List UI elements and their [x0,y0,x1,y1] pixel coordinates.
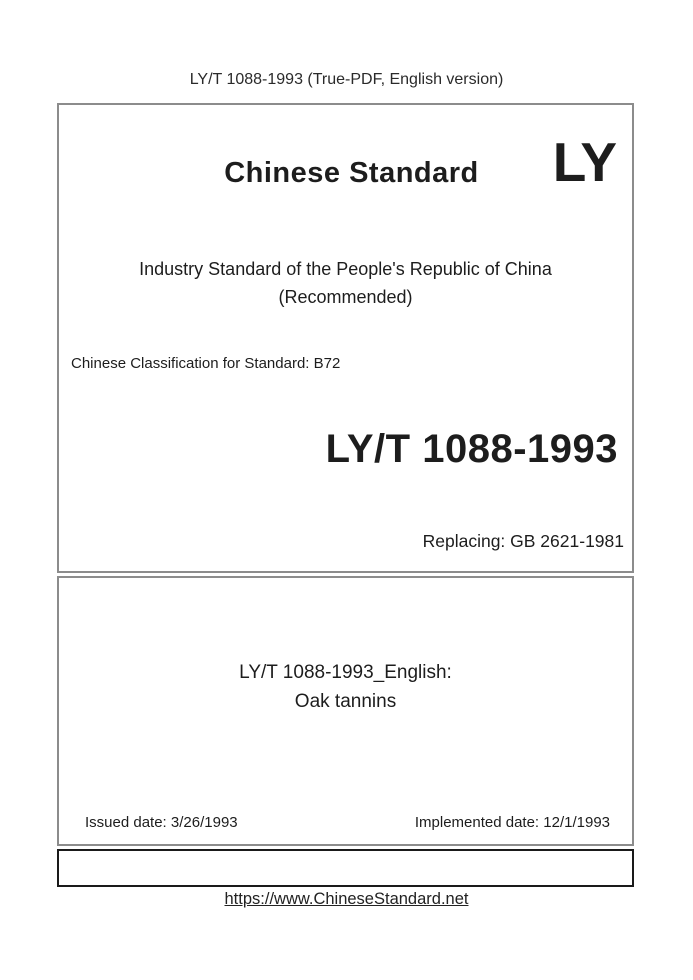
org-lines [59,255,632,311]
english-title-line-2: Oak tannins [294,691,397,712]
issued-date: Issued date: 3/26/1993 [85,814,238,831]
cover-box [57,103,634,573]
org-line-1: Industry Standard of the People's Republic of China [139,259,552,279]
footer [0,890,693,909]
page-header-title: LY/T 1088-1993 (True-PDF, English version) [189,71,504,88]
classification-label: Chinese Classification for Standard: B72 [71,355,341,372]
dates-row [85,814,610,831]
english-title-line-1: LY/T 1088-1993_English: [239,662,452,683]
standard-code: LY/T 1088-1993 [325,427,618,471]
bottom-empty-box [57,849,634,887]
document-title: Chinese Standard [224,157,479,189]
detail-box [57,576,634,846]
ly-logo-text: LY [552,131,616,193]
english-title [59,658,632,716]
replacing-label: Replacing: GB 2621-1981 [422,531,624,551]
implemented-date: Implemented date: 12/1/1993 [414,814,610,831]
org-line-2: (Recommended) [278,287,413,307]
footer-url-link[interactable]: https://www.ChineseStandard.net [224,890,469,908]
